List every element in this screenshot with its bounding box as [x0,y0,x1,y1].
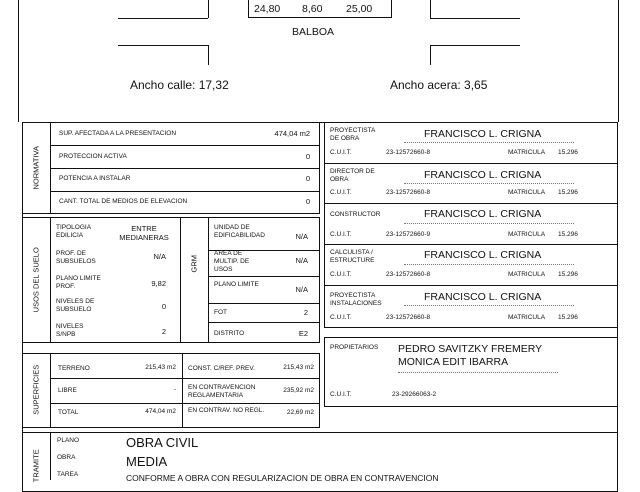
cuit-label: C.U.I.T. [330,314,352,321]
corner-line-left [208,45,209,65]
usos-row-value: N/A [153,252,166,261]
superficie-value: 22,69 m2 [286,409,314,416]
dotted-line [404,264,574,265]
professional-name: FRANCISCO L. CRIGNA [424,169,542,181]
grm-row-value: N/A [295,232,308,241]
normativa-row-label: POTENCIA A INSTALAR [59,175,131,182]
matricula-label: MATRICULA [508,231,546,238]
cuit-value: 23-29266063-2 [392,391,437,398]
cuit-value: 23-12572660-8 [386,271,431,278]
superficies-divider [50,353,51,428]
normativa-row-line [50,191,320,192]
superficie-label: TERRENO [58,365,90,372]
grm-row-line [208,276,320,277]
grm-label: GRM [189,255,199,273]
usos-row-label: PLANO LIMITE PROF. [56,275,101,290]
propietarios-label: PROPIETARIOS [330,344,379,351]
cuit-label: C.U.I.T. [330,231,352,238]
grm-row-label: AREA DE MULTIP. DE USOS [214,250,250,273]
superficie-value: 215,43 m2 [145,364,176,371]
matricula-value: 15.296 [558,149,578,156]
block-edge-right-bottom [430,45,520,46]
normativa-row-value: 0 [305,174,310,183]
usos-row-label: NIVELES S/NPB [56,323,84,338]
matricula-value: 15.296 [558,231,578,238]
superficie-label: EN CONTRAV. NO REGL. [188,407,265,414]
measure-1: 24,80 [254,3,281,15]
professional-separator [324,203,618,204]
tramite-row-value: MEDIA [126,454,168,469]
tramite-row-value: CONFORME A OBRA CON REGULARIZACION DE OBRA EN CONTRAVENCION [126,473,439,483]
superficies-row-line [50,378,320,379]
matricula-label: MATRICULA [508,149,546,156]
usos-row-value: 9,82 [151,279,166,288]
matricula-value: 15.296 [558,189,578,196]
professional-role: PROYECTISTA INSTALACIONES [330,292,382,307]
dotted-line [404,142,574,143]
grm-row-value: N/A [295,285,308,294]
dotted-line [404,223,574,224]
cuit-value: 23-12572660-8 [386,189,431,196]
normativa-row-label: SUP. AFECTADA A LA PRESENTACION [59,130,177,137]
owner-name: MONICA EDIT IBARRA [398,356,509,368]
normativa-row-value: 0 [305,197,310,206]
block-line-right [430,0,431,18]
grm-row-label: UNIDAD DE EDIFICABILIDAD [214,224,265,239]
professional-separator [324,285,618,286]
matricula-label: MATRICULA [508,271,546,278]
cuit-label: C.U.I.T. [330,189,352,196]
left-margin-line [18,0,19,122]
usos-divider [50,217,51,343]
block-edge-right [430,18,520,19]
professional-separator [324,163,618,164]
cuit-label: C.U.I.T. [330,391,352,398]
matricula-value: 15.296 [558,314,578,321]
tramite-row-value: OBRA CIVIL [126,435,199,450]
superficies-label: SUPERFICIES [31,364,41,415]
normativa-label: NORMATIVA [31,146,41,190]
cuit-value: 23-12572660-8 [386,314,431,321]
normativa-row-label: PROTECCION ACTIVA [59,153,127,160]
superficie-value: 215,43 m2 [283,364,314,371]
superficie-value: - [173,386,176,393]
measure-3: 25,00 [346,3,373,15]
right-margin-line [618,0,619,122]
cuit-label: C.U.I.T. [330,149,352,156]
professional-role: CONSTRUCTOR [330,211,381,218]
block-line-left [208,0,209,18]
block-edge-left [118,18,208,19]
normativa-row-line [50,145,320,146]
owner-name: PEDRO SAVITZKY FREMERY [398,343,543,355]
dotted-line [404,305,574,306]
block-edge-left-bottom [118,45,208,46]
professional-name: FRANCISCO L. CRIGNA [424,128,542,140]
measure-2: 8,60 [302,3,323,15]
superficie-value: 235,92 m2 [283,387,314,394]
normativa-row-label: CANT. TOTAL DE MEDIOS DE ELEVACION [59,198,188,205]
usos-row-label: TIPOLOGIA EDILICIA [56,224,91,239]
dotted-line [404,183,574,184]
grm-row-label: DISTRITO [214,330,245,337]
superficie-label: CONST. C/REF. PREV. [188,365,255,372]
professional-role: DIRECTOR DE OBRA [330,168,375,183]
street-name: BALBOA [292,26,335,38]
grm-row-label: PLANO LIMITE [214,281,259,288]
usos-row-value: 0 [161,302,166,311]
normativa-row-value: 474,04 m2 [274,129,310,138]
professional-name: FRANCISCO L. CRIGNA [424,291,542,303]
professional-separator [324,244,618,245]
usos-grm-divider [180,217,181,343]
tramite-block [22,432,618,492]
normativa-row-line [50,168,320,169]
grm-row-line [208,322,320,323]
professional-role: CALCULISTA / ESTRUCTURE [330,249,375,264]
professional-role: PROYECTISTA DE OBRA [330,127,376,142]
professional-name: FRANCISCO L. CRIGNA [424,208,542,220]
grm-row-value: 2 [303,308,308,317]
usos-row-label: PROF. DE SUBSUELOS [56,250,96,265]
usos-row-value: ENTRE MEDIANERAS [119,224,169,242]
superficie-value: 474,04 m2 [145,408,176,415]
dotted-line [398,372,558,373]
cuit-value: 23-12572660-8 [386,149,431,156]
matricula-label: MATRICULA [508,189,546,196]
tramite-row-label: OBRA [57,454,76,461]
superficie-label: TOTAL [58,409,79,416]
usos-row-label: NIVELES DE SUBSUELO [56,298,95,313]
grm-row-label: FOT [214,309,227,316]
grm-row-value: E2 [298,329,308,338]
professional-name: FRANCISCO L. CRIGNA [424,249,542,261]
corner-line-right [430,45,431,65]
grm-row-line [208,303,320,304]
superficies-mid-divider [182,353,183,428]
grm-row-value: N/A [295,256,308,265]
street-width: Ancho calle: 17,32 [130,78,229,92]
tramite-row-label: TAREA [57,471,79,478]
usos-label: USOS DEL SUELO [31,247,41,313]
cuit-label: C.U.I.T. [330,271,352,278]
usos-row-value: 2 [161,327,166,336]
cuit-value: 23-12572660-9 [386,231,431,238]
superficie-label: EN CONTRAVENCION REGLAMENTARIA [188,384,256,399]
sidewalk-width: Ancho acera: 3,65 [390,78,488,92]
grm-divider [208,217,209,343]
tramite-row-label: PLANO [57,437,80,444]
tramite-label: TRAMITE [31,449,41,483]
tramite-divider [50,432,51,480]
superficies-row-line [50,403,320,404]
matricula-label: MATRICULA [508,314,546,321]
matricula-value: 15.296 [558,271,578,278]
superficie-label: LIBRE [58,387,77,394]
normativa-row-value: 0 [305,152,310,161]
